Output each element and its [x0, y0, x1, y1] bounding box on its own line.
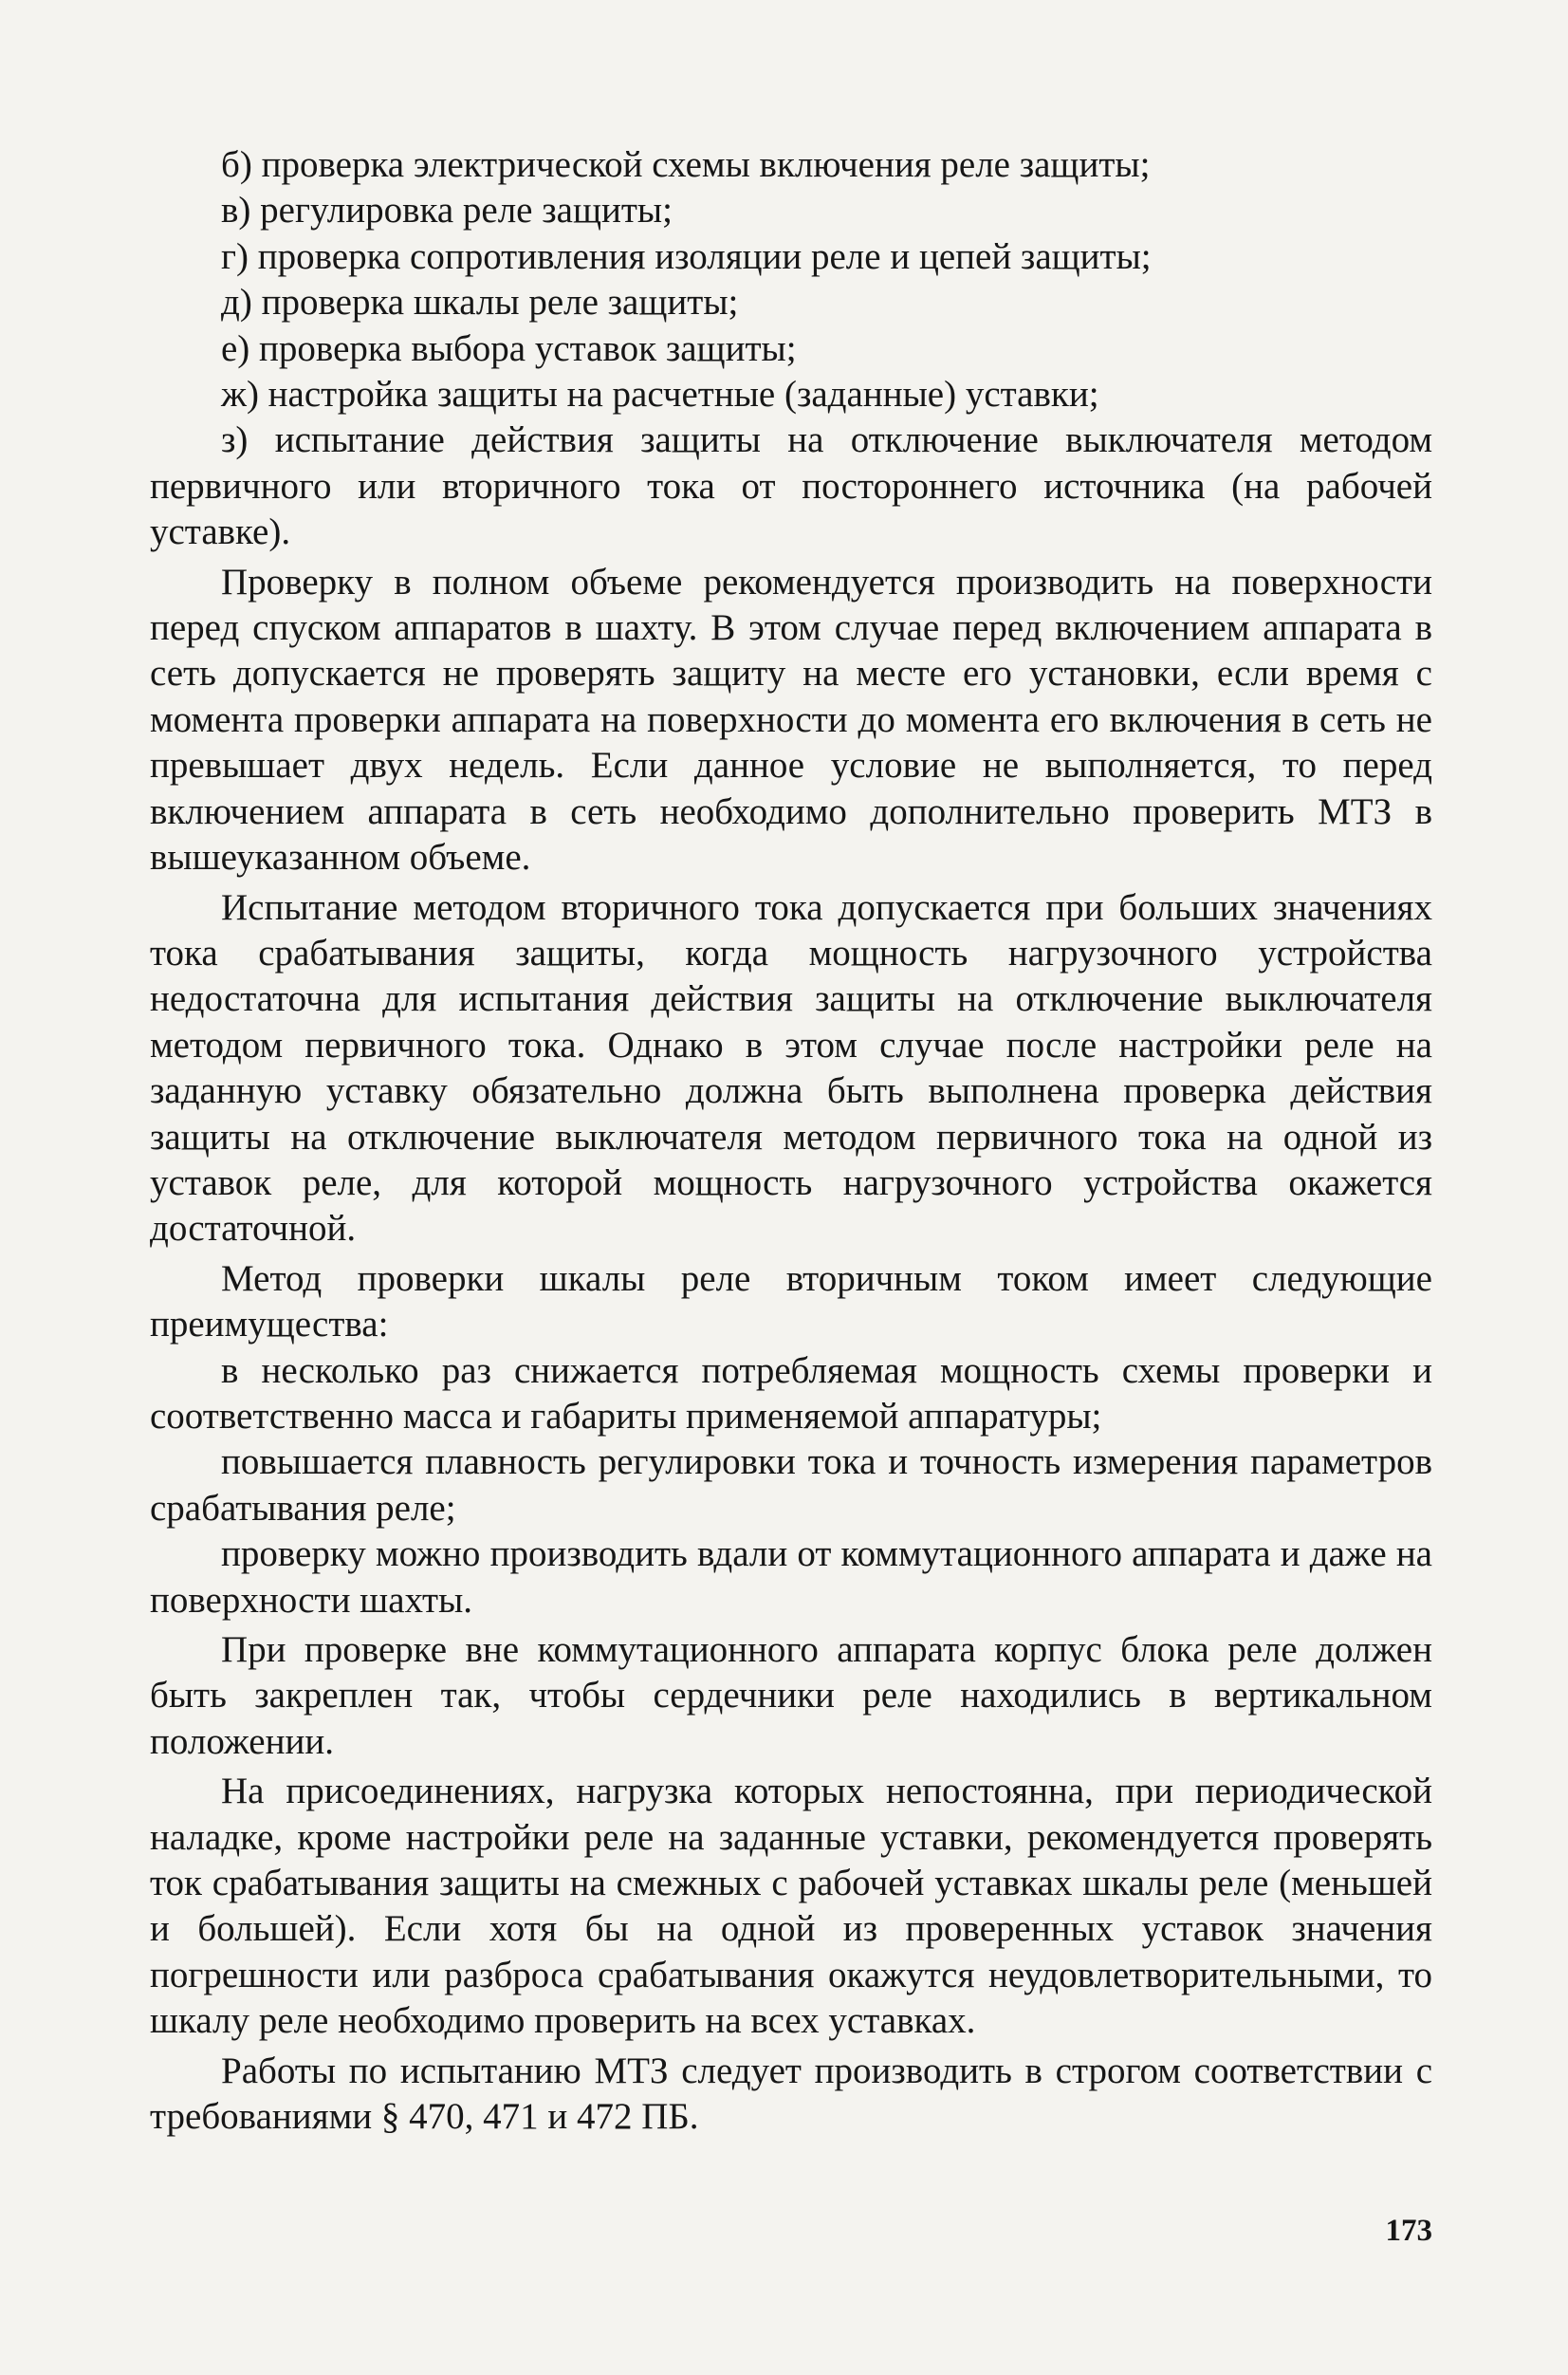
- list-item-zh: ж) настройка защиты на расчетные (заданные) уставки;: [221, 374, 1099, 416]
- page-body: [150, 142, 1432, 2140]
- list-item-z: з) испытание действия защиты на отключение выключателя методом первичного или вторичного тока от постороннего источника (на рабочей уставке).: [150, 419, 1432, 553]
- page-number: 173: [1385, 2214, 1432, 2248]
- advantage-item-remote: проверку можно производить вдали от коммутационного аппарата и даже на поверхности шахты.: [150, 1533, 1432, 1621]
- paragraph-safety-rules: Работы по испытанию МТЗ следует производить в строгом соответствии с требованиями § 470, 471 и 472 ПБ.: [150, 2050, 1432, 2138]
- list-item-v: в) регулировка реле защиты;: [221, 190, 673, 232]
- paragraph-variable-load: На присоединениях, нагрузка которых непостоянна, при периодической наладке, кроме настройки реле на заданные уставки, рекомендуется проверять ток срабатывания защиты на смежных с рабочей уставках шкалы реле (меньшей и большей). Если хотя бы на одной из проверенных уставок значения погрешности или разброса срабатывания окажутся неудовлетворительными, то шкалу реле необходимо проверить на всех уставках.: [150, 1771, 1432, 2042]
- list-item-g: г) проверка сопротивления изоляции реле и цепей защиты;: [221, 235, 1152, 277]
- advantage-item-power: в несколько раз снижается потребляемая мощность схемы проверки и соответственно масса и габариты применяемой аппаратуры;: [150, 1349, 1432, 1437]
- paragraph-method-advantages: Метод проверки шкалы реле вторичным током имеет следующие преимущества:: [150, 1257, 1432, 1345]
- list-item-e: е) проверка выбора уставок защиты;: [221, 327, 797, 369]
- paragraph-relay-mounting: При проверке вне коммутационного аппарата корпус блока реле должен быть закреплен так, чтобы сердечники реле находились в вертикальном положении.: [150, 1629, 1432, 1762]
- list-item-d: д) проверка шкалы реле защиты;: [221, 282, 739, 324]
- paragraph-secondary-current-test: Испытание методом вторичного тока допускается при больших значениях тока срабатывания защиты, когда мощность нагрузочного устройства недостаточна для испытания действия защиты на отключение выключателя методом первичного тока. Однако в этом случае после настройки реле на заданную уставку обязательно должна быть выполнена проверка действия защиты на отключение выключателя методом первичного тока на одной из уставок реле, для которой мощность нагрузочного устройства окажется достаточной.: [150, 886, 1432, 1250]
- advantage-item-smoothness: повышается плавность регулировки тока и точность измерения параметров срабатывания реле;: [150, 1441, 1432, 1529]
- list-item-b: б) проверка электрической схемы включения реле защиты;: [221, 144, 1151, 185]
- paragraph-full-scope-check: Проверку в полном объеме рекомендуется производить на поверхности перед спуском аппаратов в шахту. В этом случае перед включением аппарата в сеть допускается не проверять защиту на месте его установки, если время с момента проверки аппарата на поверхности до момента его включения в сеть не превышает двух недель. Если данное условие не выполняется, то перед включением аппарата в сеть необходимо дополнительно проверить МТЗ в вышеуказанном объеме.: [150, 561, 1432, 879]
